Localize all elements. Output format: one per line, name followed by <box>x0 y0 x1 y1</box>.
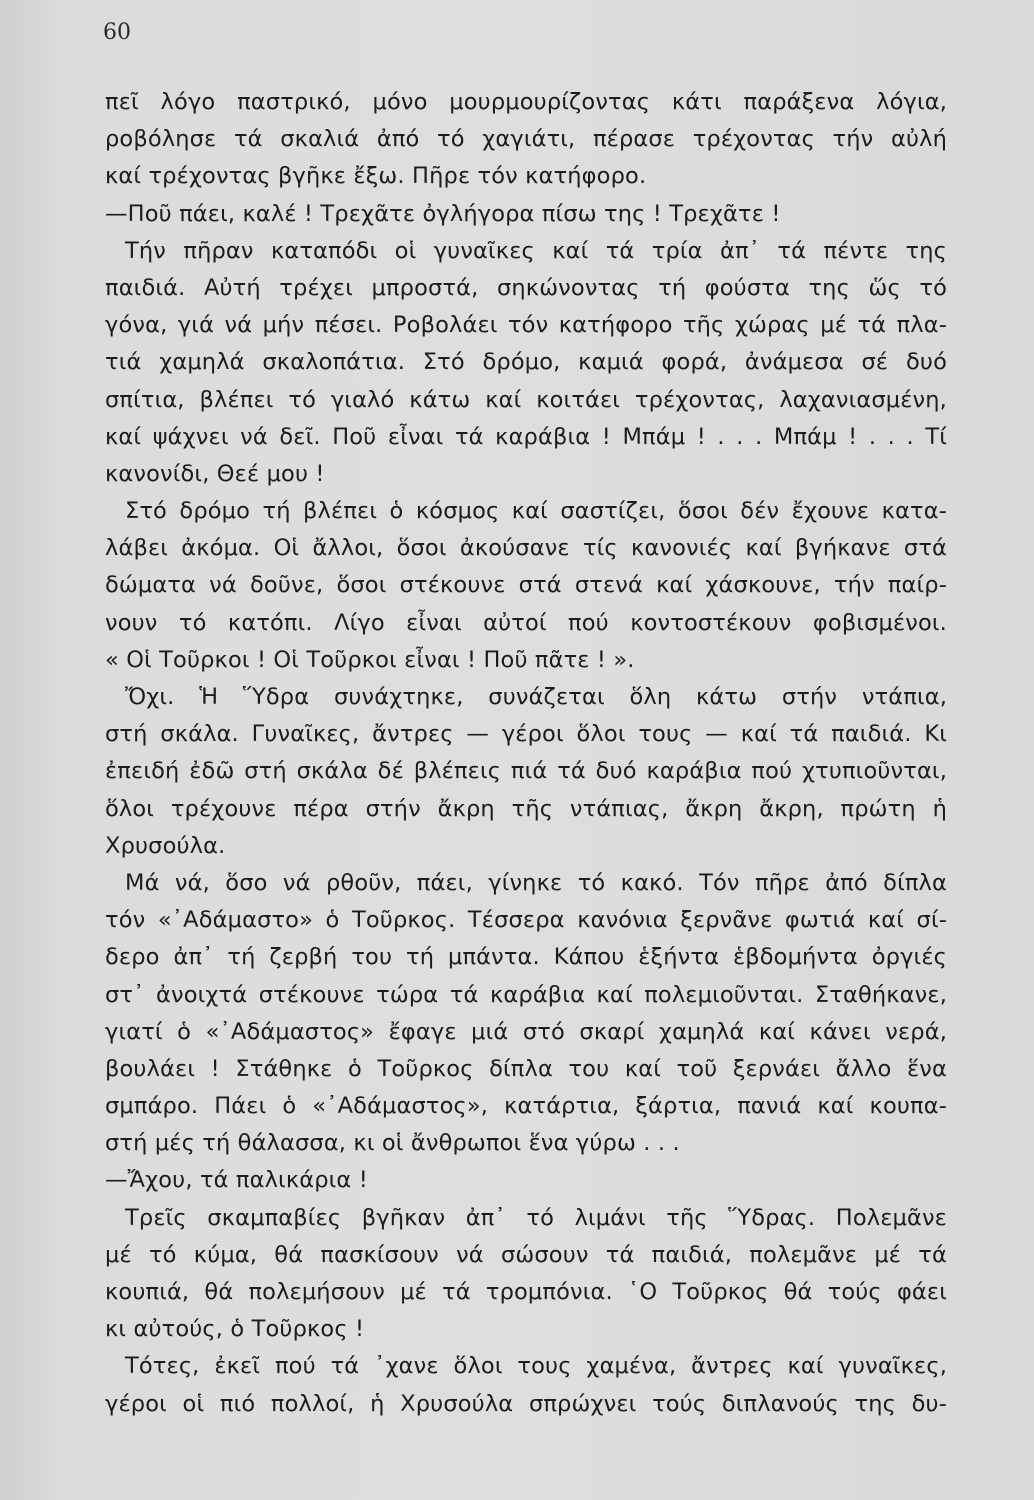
text-line: δώματα νά δοῦνε, ὅσοι στέκουνε στά στενά καί χάσκουνε, τήν παίρ- <box>105 572 947 599</box>
text-line: καί τρέχοντας βγῆκε ἔξω. Πῆρε τόν κατήφορο. <box>105 163 647 190</box>
text-line: παιδιά. Αὐτή τρέχει μπροστά, σηκώνοντας τή φούστα της ὥς τό <box>105 274 947 301</box>
text-line: Χρυσούλα. <box>105 832 226 859</box>
text-line: Τρεῖς σκαμπαβίες βγῆκαν ἀπ᾿ τό λιμάνι τῆς Ὕδρας. Πολεμᾶνε <box>125 1204 947 1231</box>
body-text <box>105 84 947 1423</box>
text-line: καί ψάχνει νά δεῖ. Ποῦ εἶναι τά καράβια ! Μπάμ ! . . . Μπάμ ! . . . Τί <box>105 423 947 450</box>
text-line: στ᾿ ἀνοιχτά στέκουνε τώρα τά καράβια καί πολεμιοῦνται. Σταθήκανε, <box>105 981 947 1008</box>
text-line: μέ τό κύμα, θά πασκίσουν νά σώσουν τά παιδιά, πολεμᾶνε μέ τά <box>105 1241 947 1268</box>
text-line: ἐπειδή ἐδῶ στή σκάλα δέ βλέπεις πιά τά δυό καράβια πού χτυπιοῦνται, <box>105 758 947 785</box>
text-line: —Ποῦ πάει, καλέ ! Τρεχᾶτε ὀγλήγορα πίσω της ! Τρεχᾶτε ! <box>105 200 781 227</box>
text-line: στή σκάλα. Γυναῖκες, ἄντρες — γέροι ὅλοι τους — καί τά παιδιά. Κι <box>105 721 947 748</box>
text-line: Τότες, ἐκεῖ πού τά ᾿χανε ὅλοι τους χαμένα, ἄντρες καί γυναῖκες, <box>125 1353 947 1380</box>
text-line: Τήν πῆραν καταπόδι οἱ γυναῖκες καί τά τρία ἀπ᾿ τά πέντε της <box>125 237 947 264</box>
text-line: —Ἄχου, τά παλικάρια ! <box>105 1167 368 1194</box>
text-line: τιά χαμηλά σκαλοπάτια. Στό δρόμο, καμιά φορά, ἀνάμεσα σέ δυό <box>105 349 947 376</box>
text-line: σμπάρο. Πάει ὁ «᾿Αδάμαστος», κατάρτια, ξάρτια, πανιά καί κουπα- <box>105 1093 947 1120</box>
text-line: Μά νά, ὅσο νά ρθοῦν, πάει, γίνηκε τό κακό. Τόν πῆρε ἀπό δίπλα <box>125 869 947 896</box>
text-line: κανονίδι, Θεέ μου ! <box>105 460 325 487</box>
text-line: Στό δρόμο τή βλέπει ὁ κόσμος καί σαστίζει, ὅσοι δέν ἔχουνε κατα- <box>125 498 947 525</box>
text-line: λάβει ἀκόμα. Οἱ ἄλλοι, ὅσοι ἀκούσανε τίς κανονιές καί βγήκανε στά <box>105 535 947 562</box>
text-line: σπίτια, βλέπει τό γιαλό κάτω καί κοιτάει τρέχοντας, λαχανιασμένη, <box>105 386 947 413</box>
text-line: τόν «᾿Αδάμαστο» ὁ Τοῦρκος. Τέσσερα κανόνια ξερνᾶνε φωτιά καί σί- <box>105 907 947 934</box>
text-line: γιατί ὁ «᾿Αδάμαστος» ἔφαγε μιά στό σκαρί χαμηλά καί κάνει νερά, <box>105 1018 947 1045</box>
text-line: ὅλοι τρέχουνε πέρα στήν ἄκρη τῆς ντάπιας, ἄκρη ἄκρη, πρώτη ἡ <box>105 795 947 822</box>
page-number: 60 <box>103 20 131 45</box>
text-line: « Οἱ Τοῦρκοι ! Οἱ Τοῦρκοι εἶναι ! Ποῦ πᾶτε ! ». <box>105 646 635 673</box>
text-line: νουν τό κατόπι. Λίγο εἶναι αὐτοί πού κοντοστέκουν φοβισμένοι. <box>105 609 947 636</box>
text-line: γόνα, γιά νά μήν πέσει. Ροβολάει τόν κατήφορο τῆς χώρας μέ τά πλα- <box>105 312 947 339</box>
text-line: δερο ἀπ᾿ τή ζερβή του τή μπάντα. Κάπου ἑξήντα ἑβδομήντα ὀργιές <box>105 944 947 971</box>
text-line: κουπιά, θά πολεμήσουν μέ τά τρομπόνια. ῾Ο Τοῦρκος θά τούς φάει <box>105 1279 947 1305</box>
text-line: ροβόλησε τά σκαλιά ἀπό τό χαγιάτι, πέρασε τρέχοντας τήν αὐλή <box>105 126 947 153</box>
text-line: Ὄχι. Ἡ Ὕδρα συνάχτηκε, συνάζεται ὅλη κάτω στήν ντάπια, <box>125 684 947 710</box>
text-line: στή μές τή θάλασσα, κι οἱ ἄνθρωποι ἕνα γύρω . . . <box>105 1130 680 1157</box>
text-line: βουλάει ! Στάθηκε ὁ Τοῦρκος δίπλα του καί τοῦ ξερνάει ἄλλο ἕνα <box>105 1055 947 1082</box>
text-line: γέροι οἱ πιό πολλοί, ἡ Χρυσούλα σπρώχνει τούς διπλανούς της δυ- <box>105 1390 947 1417</box>
text-line: κι αὐτούς, ὁ Τοῦρκος ! <box>105 1316 365 1343</box>
text-line: πεῖ λόγο παστρικό, μόνο μουρμουρίζοντας κάτι παράξενα λόγια, <box>105 89 947 115</box>
